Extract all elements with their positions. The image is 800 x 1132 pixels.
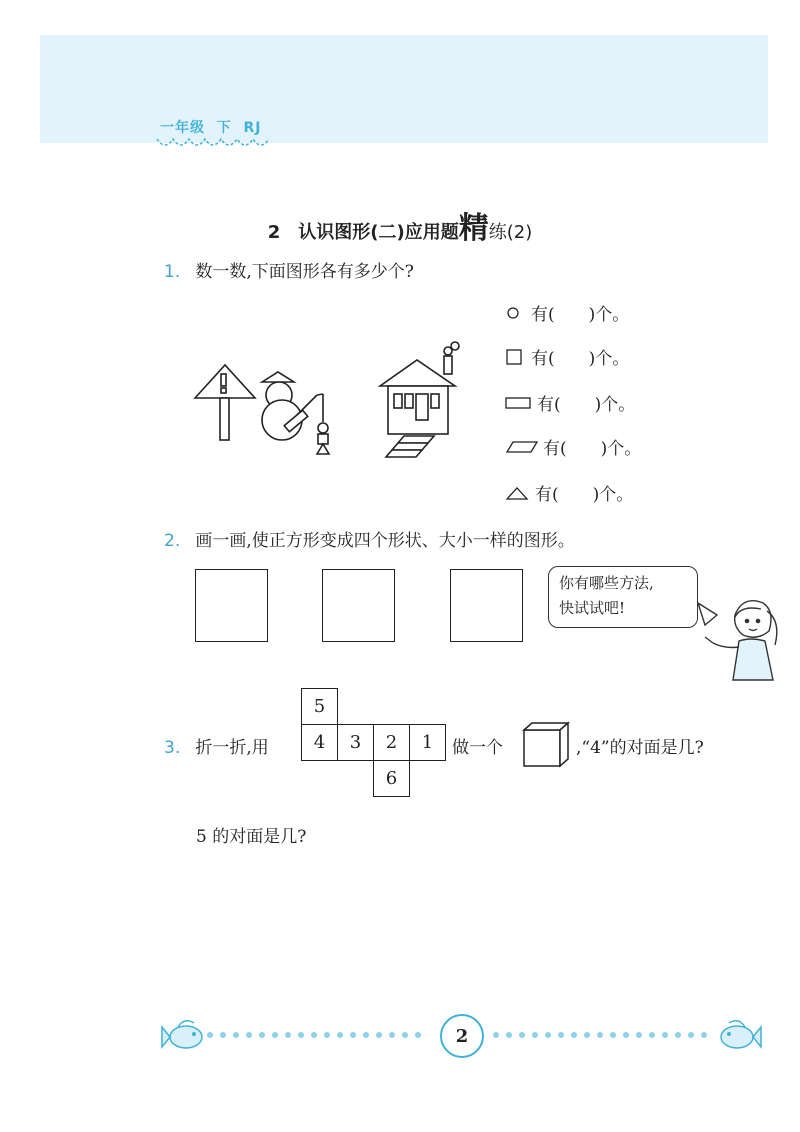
page-number: 2 [440, 1014, 484, 1058]
header-band [40, 35, 768, 143]
question-2-text: 画一画,使正方形变成四个形状、大小一样的图形。 [195, 531, 575, 551]
count-row-circle [505, 300, 629, 325]
bubble-line-2: 快试试吧! [559, 599, 626, 617]
question-2-number: 2. [164, 531, 181, 551]
question-2 [164, 526, 575, 551]
count-text-circle: 有( )个。 [531, 305, 630, 325]
question-1-number: 1. [164, 262, 181, 282]
footer-dots-left [206, 1031, 432, 1039]
count-text-rectangle: 有( )个。 [537, 395, 636, 415]
wave-decoration [155, 135, 275, 155]
count-row-parallelogram [505, 434, 641, 459]
parallelogram-icon [505, 439, 539, 455]
rectangle-icon [505, 395, 533, 411]
question-3-text-after: ,“4”的对面是几? [576, 738, 704, 758]
question-1-text: 数一数,下面图形各有多少个? [195, 262, 414, 282]
question-3-number: 3. [164, 738, 181, 758]
girl-illustration [695, 585, 795, 690]
net-cell-row-4: 1 [409, 724, 446, 761]
net-cell-row-1: 4 [301, 724, 338, 761]
drawing-square-3[interactable] [450, 569, 523, 642]
count-text-parallelogram: 有( )个。 [543, 439, 642, 459]
count-row-rectangle [505, 390, 635, 415]
net-cell-row-3: 2 [373, 724, 410, 761]
question-3-text-before: 折一折,用 [195, 738, 269, 758]
drawing-square-1[interactable] [195, 569, 268, 642]
title-suffix: 练(2) [488, 222, 533, 243]
count-text-square: 有( )个。 [531, 349, 630, 369]
cube-icon [520, 720, 572, 768]
fish-left-icon [160, 1015, 208, 1055]
fish-right-icon [715, 1015, 763, 1055]
count-row-triangle [505, 480, 633, 505]
grade-label: 一年级 下 RJ [160, 120, 262, 136]
speech-bubble [548, 566, 698, 628]
square-icon [505, 349, 527, 365]
net-cell-row-2: 3 [337, 724, 374, 761]
question-3 [164, 733, 269, 758]
question-1 [164, 257, 414, 282]
footer-dots-right [492, 1031, 718, 1039]
net-cell-top: 5 [301, 688, 338, 725]
page-title [0, 203, 800, 247]
count-row-square [505, 344, 629, 369]
bubble-line-1: 你有哪些方法, [559, 574, 654, 592]
drawing-square-2[interactable] [322, 569, 395, 642]
title-prefix: 2 认识图形(二)应用题 [267, 222, 459, 243]
circle-icon [505, 305, 527, 321]
title-big-char: 精 [458, 211, 489, 246]
question-3-followup: 5 的对面是几? [196, 827, 307, 847]
shapes-picture [190, 340, 480, 465]
count-text-triangle: 有( )个。 [535, 485, 634, 505]
question-3-text-middle: 做一个 [452, 738, 503, 758]
net-cell-bottom: 6 [373, 760, 410, 797]
triangle-icon [505, 485, 531, 501]
